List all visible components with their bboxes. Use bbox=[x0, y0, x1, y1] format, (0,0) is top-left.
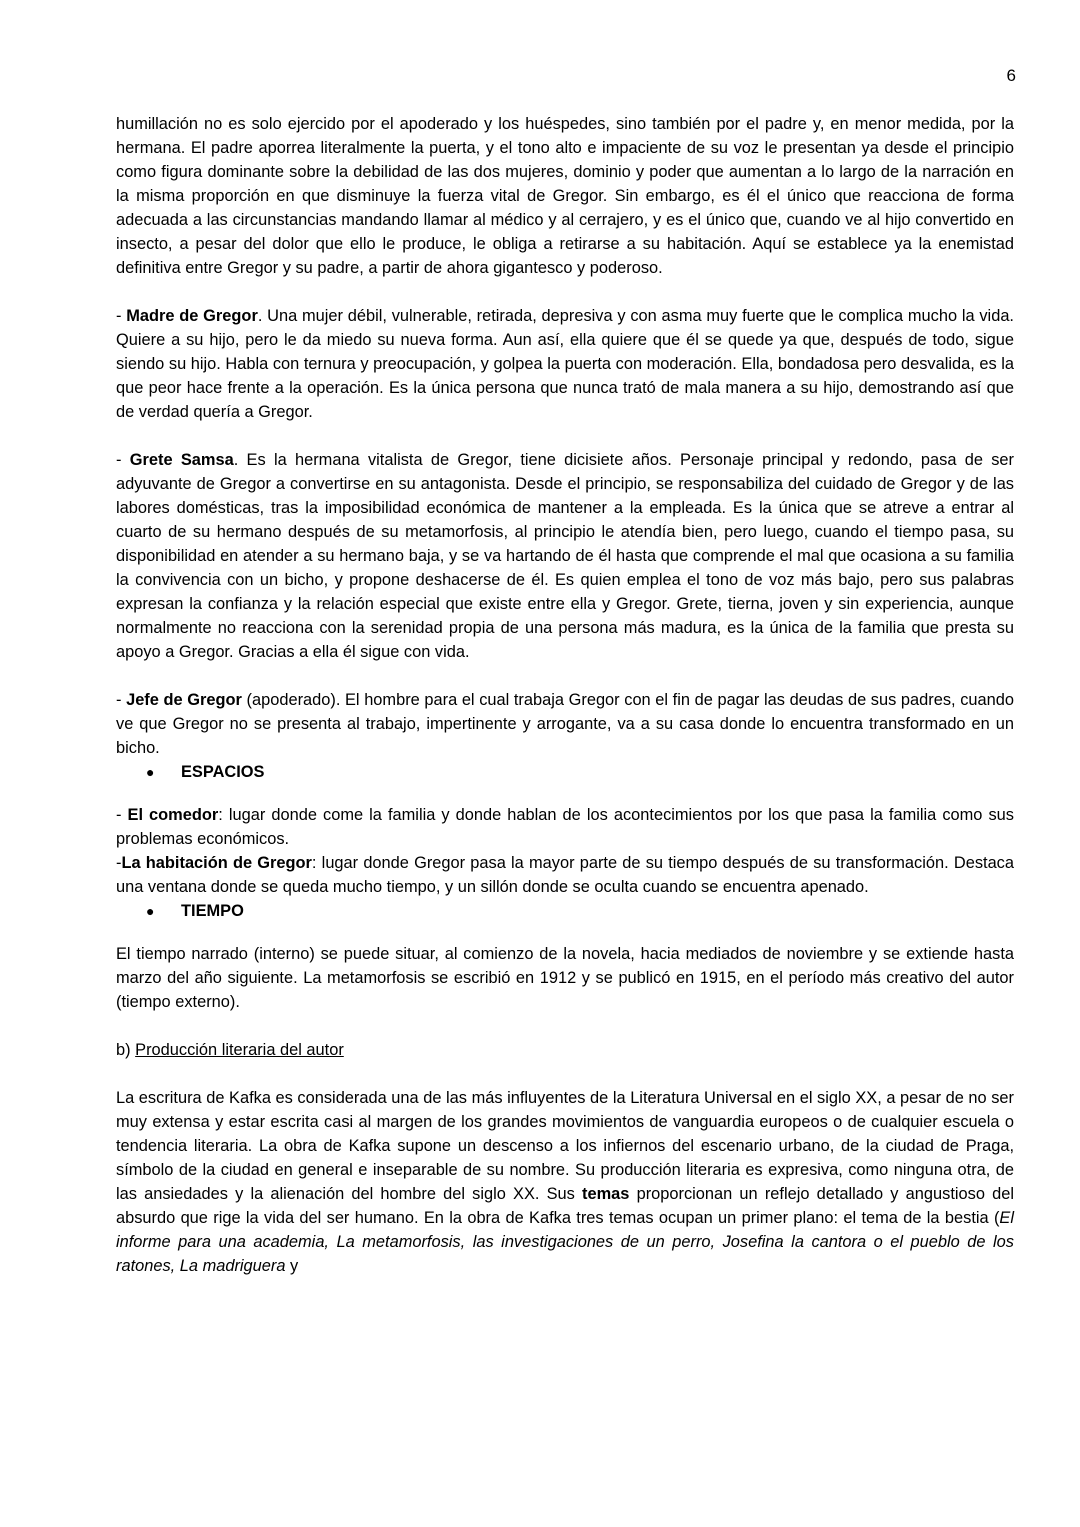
dash: - bbox=[116, 307, 127, 325]
dash: - bbox=[116, 854, 122, 872]
paragraph-habitacion bbox=[116, 851, 1014, 899]
kafka-text-3: y bbox=[285, 1257, 299, 1275]
space-name-habitacion: La habitación de Gregor bbox=[121, 854, 312, 872]
heading-espacios-text: ESPACIOS bbox=[181, 763, 265, 781]
paragraph-tiempo: El tiempo narrado (interno) se puede situar, al comienzo de la novela, hacia mediados de noviembre y se extiende hasta marzo del año siguiente. La metamorfosis se escribió en 1912 y se publicó en 1915, en el período más creativo del autor (tiempo externo). bbox=[116, 945, 1014, 1011]
space-description-comedor: : lugar donde come la familia y donde hablan de los acontecimientos por los que pasa la familia como sus problemas económicos. bbox=[116, 806, 1014, 848]
section-b-heading bbox=[116, 1038, 1014, 1062]
kafka-italic-works: El informe para una academia, La metamorfosis, las investigaciones de un perro, Josefina la cantora o el pueblo de los ratones, La madriguera bbox=[116, 1209, 1014, 1275]
section-b-prefix: b) bbox=[116, 1041, 136, 1059]
character-description-jefe: (apoderado). El hombre para el cual trabaja Gregor con el fin de pagar las deudas de sus padres, cuando ve que Gregor no se presenta al trabajo, impertinente y arrogante, va a su casa donde lo encuentra transformado en un bicho. bbox=[116, 691, 1015, 757]
dash: - bbox=[116, 806, 128, 824]
heading-tiempo bbox=[116, 899, 1014, 923]
character-description-grete: . Es la hermana vitalista de Gregor, tiene dicisiete años. Personaje principal y redondo, pasa de ser adyuvante de Gregor a convertirse en su antagonista. Desde el principio, se responsabiliza del cuidado de Gregor y de las labores domésticas, tras la imposibilidad económica de mantener a la empleada. Es la única que se atreve a entrar al cuarto de su hermano después de su metamorfosis, al principio le atendía bien, pero luego, cuando el tiempo pasa, su disponibilidad en atender a su hermano baja, y se va hartando de él hasta que comprende el mal que ocasiona a su familia la convivencia con un bicho, y propone deshacerse de él. Es quien emplea el tono de voz más bajo, pero sus palabras expresan la confianza y la relación especial que existe entre ella y Gregor. Grete, tierna, joven y sin experiencia, aunque normalmente no reacciona con la serenidad propia de una persona más madura, es la única de la familia que presta su apoyo a Gregor. Gracias a ella él sigue con vida. bbox=[116, 451, 1014, 661]
section-b-title: Producción literaria del autor bbox=[135, 1041, 344, 1059]
kafka-text-2: proporcionan un reflejo detallado y angustioso del absurdo que rige la vida del ser humano. En la obra de Kafka tres temas ocupan un primer plano: el tema de la bestia ( bbox=[116, 1185, 1014, 1227]
paragraph-madre bbox=[116, 304, 1014, 424]
page-number: 6 bbox=[1006, 66, 1016, 85]
kafka-bold-temas: temas bbox=[582, 1185, 630, 1203]
space-name-comedor: El comedor bbox=[127, 806, 219, 824]
paragraph-padre: humillación no es solo ejercido por el apoderado y los huéspedes, sino también por el padre y, en menor medida, por la hermana. El padre aporrea literalmente la puerta, y el tono alto e impaciente de su voz le presentan ya desde el principio como figura dominante sobre la debilidad de las dos mujeres, dominio y poder que aumentan a lo largo de la narración en la misma proporción en que disminuye la fuerza vital de Gregor. Sin embargo, es él el único que reacciona de forma adecuada a las circunstancias mandando llamar al médico y al cerrajero, y es el único que, cuando ve al hijo convertido en insecto, a pesar del dolor que ello le produce, le obliga a retirarse a su habitación. Aquí se establece ya la enemistad definitiva entre Gregor y su padre, a partir de ahora gigantesco y poderoso. bbox=[116, 115, 1014, 277]
kafka-text-1: La escritura de Kafka es considerada una de las más influyentes de la Literatura Universal en el siglo XX, a pesar de no ser muy extensa y estar escrita casi al margen de los grandes movimientos de vanguardia europeos o de cualquier escuela o tendencia literaria. La obra de Kafka supone un descenso a los infiernos del escenario urbano, de la ciudad de Praga, símbolo de la ciudad en general e inseparable de su nombre. Su producción literaria es expresiva, como ninguna otra, de las ansiedades y la alienación del hombre del siglo XX. Sus bbox=[116, 1089, 1014, 1203]
bullet-icon: ● bbox=[146, 903, 155, 919]
character-name-madre: Madre de Gregor bbox=[126, 307, 258, 325]
dash: - bbox=[116, 691, 127, 709]
paragraph-comedor bbox=[116, 803, 1014, 851]
paragraph-kafka bbox=[116, 1086, 1014, 1278]
paragraph-grete bbox=[116, 448, 1014, 664]
heading-tiempo-text: TIEMPO bbox=[181, 902, 244, 920]
document-body bbox=[116, 112, 1014, 1278]
character-description-madre: . Una mujer débil, vulnerable, retirada, depresiva y con asma muy fuerte que le complica mucho la vida. Quiere a su hijo, pero le da miedo su nueva forma. Aun así, ella quiere que él se quede ya que, después de todo, sigue siendo su hijo. Habla con ternura y preocupación, y golpea la puerta con moderación. Ella, bondadosa pero desvalida, es la que peor hace frente a la operación. Es la única persona que nunca trató de mala manera a su hijo, demostrando así que de verdad quería a Gregor. bbox=[116, 307, 1014, 421]
paragraph-jefe bbox=[116, 688, 1014, 760]
dash: - bbox=[116, 451, 130, 469]
bullet-icon: ● bbox=[146, 764, 155, 780]
heading-espacios bbox=[116, 760, 1014, 784]
space-description-habitacion: : lugar donde Gregor pasa la mayor parte de su tiempo después de su transformación. Destaca una ventana donde se queda mucho tiempo, y un sillón donde se oculta cuando se encuentra apenado. bbox=[116, 854, 1014, 896]
character-name-jefe: Jefe de Gregor bbox=[126, 691, 242, 709]
character-name-grete: Grete Samsa bbox=[129, 451, 234, 469]
